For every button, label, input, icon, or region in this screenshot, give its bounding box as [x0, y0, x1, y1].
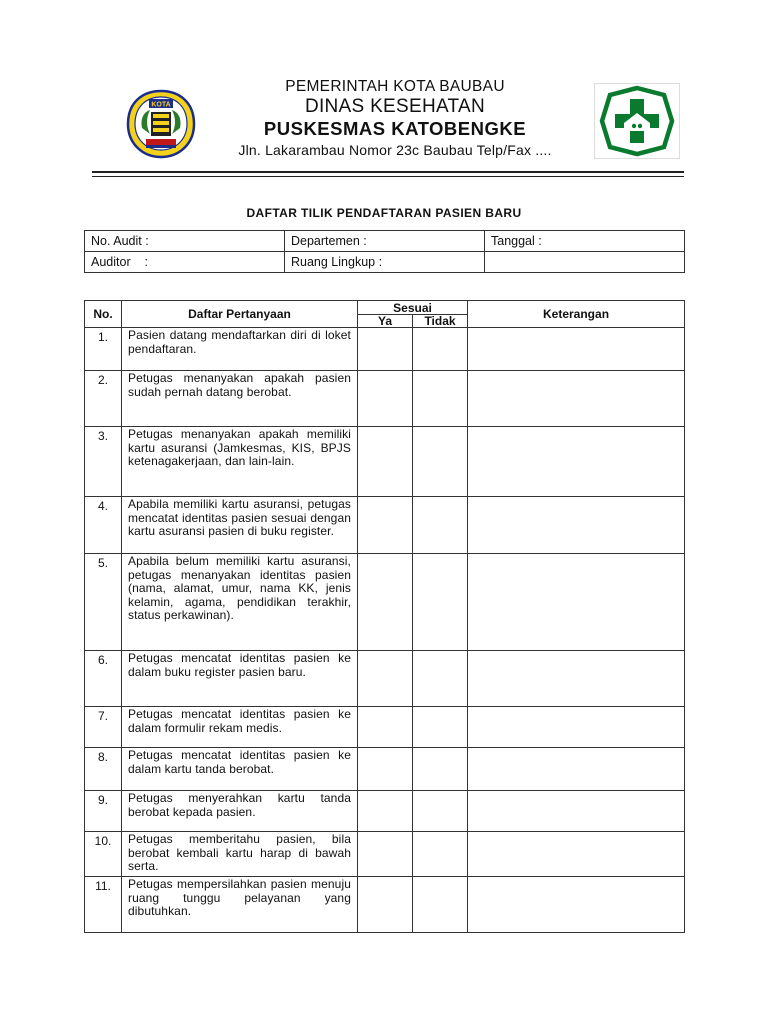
- logo-text: KOTA: [151, 101, 171, 109]
- keterangan-cell[interactable]: [468, 497, 685, 554]
- puskesmas-cross-logo-icon: [594, 83, 680, 159]
- tidak-cell[interactable]: [413, 427, 468, 497]
- row-number: 10.: [85, 832, 122, 877]
- table-row: [85, 832, 685, 877]
- institution-name: PUSKESMAS KATOBENGKE: [263, 118, 527, 139]
- ya-cell[interactable]: [358, 832, 413, 877]
- col-header-keterangan: Keterangan: [468, 301, 685, 328]
- ya-cell[interactable]: [358, 707, 413, 748]
- question-text: Petugas mencatat identitas pasien ke dalam formulir rekam medis.: [122, 707, 358, 748]
- keterangan-cell[interactable]: [468, 877, 685, 933]
- header-divider-thin: [92, 176, 684, 177]
- audit-info-table: [84, 230, 685, 273]
- department-name: DINAS KESEHATAN: [304, 96, 486, 117]
- table-row: [85, 497, 685, 554]
- ya-cell[interactable]: [358, 371, 413, 427]
- question-text: Petugas memberitahu pasien, bila berobat kembali kartu harap di bawah serta.: [122, 832, 358, 877]
- keterangan-cell[interactable]: [468, 791, 685, 832]
- keterangan-cell[interactable]: [468, 651, 685, 707]
- ya-cell[interactable]: [358, 651, 413, 707]
- row-number: 11.: [85, 877, 122, 933]
- document-title: DAFTAR TILIK PENDAFTARAN PASIEN BARU: [246, 206, 522, 220]
- tidak-cell[interactable]: [413, 497, 468, 554]
- department-field: Departemen :: [285, 231, 485, 252]
- letterhead: [210, 78, 580, 159]
- col-header-no: No.: [85, 301, 122, 328]
- tidak-cell[interactable]: [413, 707, 468, 748]
- table-row: [85, 371, 685, 427]
- question-text: Petugas mencatat identitas pasien ke dalam buku register pasien baru.: [122, 651, 358, 707]
- scope-field: Ruang Lingkup :: [285, 252, 485, 273]
- ya-cell[interactable]: [358, 791, 413, 832]
- table-row: [85, 328, 685, 371]
- tidak-cell[interactable]: [413, 554, 468, 651]
- address-line: Jln. Lakarambau Nomor 23c Baubau Telp/Fax ....: [238, 142, 552, 158]
- tidak-cell[interactable]: [413, 371, 468, 427]
- tidak-cell[interactable]: [413, 832, 468, 877]
- question-text: Petugas menyerahkan kartu tanda berobat kepada pasien.: [122, 791, 358, 832]
- row-number: 1.: [85, 328, 122, 371]
- keterangan-cell[interactable]: [468, 371, 685, 427]
- table-row: [85, 707, 685, 748]
- table-row: [85, 791, 685, 832]
- table-row: [85, 877, 685, 933]
- row-number: 7.: [85, 707, 122, 748]
- ya-cell[interactable]: [358, 427, 413, 497]
- ya-cell[interactable]: [358, 748, 413, 791]
- ya-cell[interactable]: [358, 877, 413, 933]
- keterangan-cell[interactable]: [468, 832, 685, 877]
- ya-cell[interactable]: [358, 328, 413, 371]
- row-number: 8.: [85, 748, 122, 791]
- tidak-cell[interactable]: [413, 877, 468, 933]
- ya-cell[interactable]: [358, 554, 413, 651]
- table-row: [85, 651, 685, 707]
- date-field: Tanggal :: [485, 231, 685, 252]
- checklist-table: [84, 300, 685, 933]
- city-emblem-icon: [124, 88, 198, 160]
- table-row: [85, 427, 685, 497]
- empty-cell: [485, 252, 685, 273]
- row-number: 9.: [85, 791, 122, 832]
- government-name: PEMERINTAH KOTA BAUBAU: [285, 78, 505, 95]
- tidak-cell[interactable]: [413, 748, 468, 791]
- question-text: Pasien datang mendaftarkan diri di loket pendaftaran.: [122, 328, 358, 371]
- keterangan-cell[interactable]: [468, 427, 685, 497]
- col-header-question: Daftar Pertanyaan: [122, 301, 358, 328]
- question-text: Petugas menanyakan apakah pasien sudah pernah datang berobat.: [122, 371, 358, 427]
- tidak-cell[interactable]: [413, 328, 468, 371]
- row-number: 6.: [85, 651, 122, 707]
- keterangan-cell[interactable]: [468, 707, 685, 748]
- col-header-sesuai: Sesuai: [358, 301, 468, 315]
- col-header-ya: Ya: [358, 315, 413, 328]
- question-text: Petugas mencatat identitas pasien ke dalam kartu tanda berobat.: [122, 748, 358, 791]
- row-number: 2.: [85, 371, 122, 427]
- tidak-cell[interactable]: [413, 651, 468, 707]
- row-number: 3.: [85, 427, 122, 497]
- row-number: 5.: [85, 554, 122, 651]
- col-header-tidak: Tidak: [413, 315, 468, 328]
- auditor-field: Auditor :: [85, 252, 285, 273]
- question-text: Petugas mempersilahkan pasien menuju ruang tunggu pelayanan yang dibutuhkan.: [122, 877, 358, 933]
- row-number: 4.: [85, 497, 122, 554]
- header-divider: [92, 171, 684, 173]
- keterangan-cell[interactable]: [468, 554, 685, 651]
- audit-number-field: No. Audit :: [85, 231, 285, 252]
- table-row: [85, 748, 685, 791]
- tidak-cell[interactable]: [413, 791, 468, 832]
- question-text: Apabila belum memiliki kartu asuransi, petugas menanyakan identitas pasien (nama, alamat, umur, nama KK, jenis kelamin, agama, pendidikan terakhir, status perkawinan).: [122, 554, 358, 651]
- question-text: Petugas menanyakan apakah memiliki kartu asuransi (Jamkesmas, KIS, BPJS ketenagakerjaan, dan lain-lain.: [122, 427, 358, 497]
- keterangan-cell[interactable]: [468, 328, 685, 371]
- table-row: [85, 554, 685, 651]
- ya-cell[interactable]: [358, 497, 413, 554]
- question-text: Apabila memiliki kartu asuransi, petugas mencatat identitas pasien sesuai dengan kartu asuransi pasien di buku register.: [122, 497, 358, 554]
- keterangan-cell[interactable]: [468, 748, 685, 791]
